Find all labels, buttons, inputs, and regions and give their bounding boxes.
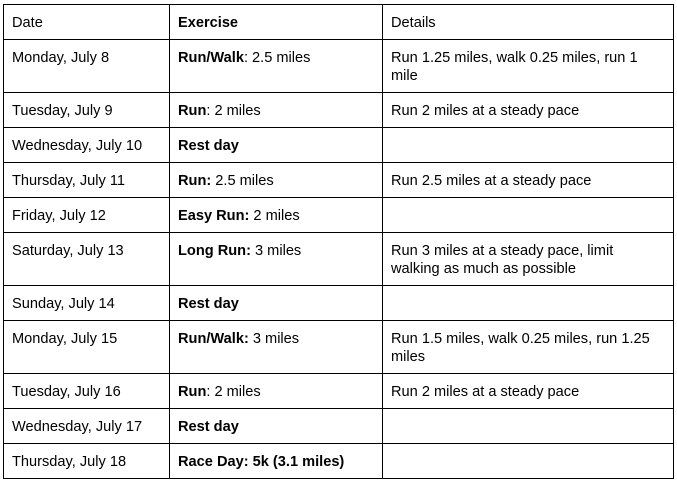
details-cell: Run 3 miles at a steady pace, limit walking as much as possible	[383, 233, 674, 286]
exercise-type: Run	[178, 103, 207, 119]
exercise-cell	[170, 198, 383, 233]
date-cell: Wednesday, July 10	[4, 128, 170, 163]
table-row	[4, 163, 674, 198]
exercise-distance: 3 miles	[250, 243, 302, 259]
header-details: Details	[383, 5, 674, 40]
exercise-cell	[170, 40, 383, 93]
training-schedule-table	[3, 4, 674, 479]
exercise-type: Run/Walk	[178, 50, 244, 66]
exercise-cell	[170, 163, 383, 198]
exercise-cell	[170, 374, 383, 409]
table-row	[4, 286, 674, 321]
details-cell	[383, 198, 674, 233]
header-exercise: Exercise	[170, 5, 383, 40]
details-cell: Run 2.5 miles at a steady pace	[383, 163, 674, 198]
exercise-distance: 3 miles	[248, 331, 300, 347]
exercise-type: Run	[178, 384, 207, 400]
date-cell: Tuesday, July 16	[4, 374, 170, 409]
exercise-type: Race Day: 5k (3.1 miles)	[178, 454, 345, 470]
exercise-type: Rest day	[178, 419, 239, 435]
details-cell: Run 2 miles at a steady pace	[383, 93, 674, 128]
table-row	[4, 321, 674, 374]
exercise-type: Rest day	[178, 138, 239, 154]
table-row	[4, 374, 674, 409]
date-cell: Friday, July 12	[4, 198, 170, 233]
exercise-distance: : 2.5 miles	[243, 50, 311, 66]
date-cell: Wednesday, July 17	[4, 409, 170, 444]
details-cell	[383, 286, 674, 321]
date-cell: Monday, July 8	[4, 40, 170, 93]
details-cell: Run 2 miles at a steady pace	[383, 374, 674, 409]
date-cell: Monday, July 15	[4, 321, 170, 374]
exercise-distance: 2.5 miles	[211, 173, 274, 189]
exercise-cell	[170, 128, 383, 163]
exercise-cell	[170, 286, 383, 321]
date-cell: Thursday, July 11	[4, 163, 170, 198]
date-cell: Tuesday, July 9	[4, 93, 170, 128]
exercise-type: Run/Walk:	[178, 331, 249, 347]
details-cell: Run 1.25 miles, walk 0.25 miles, run 1 mile	[383, 40, 674, 93]
exercise-cell	[170, 409, 383, 444]
header-date: Date	[4, 5, 170, 40]
exercise-distance: : 2 miles	[206, 384, 261, 400]
table-row	[4, 444, 674, 479]
table-row	[4, 128, 674, 163]
table-row	[4, 198, 674, 233]
date-cell: Saturday, July 13	[4, 233, 170, 286]
exercise-cell	[170, 321, 383, 374]
exercise-type: Easy Run:	[178, 208, 250, 224]
exercise-type: Run:	[178, 173, 212, 189]
exercise-cell	[170, 233, 383, 286]
details-cell	[383, 444, 674, 479]
details-cell: Run 1.5 miles, walk 0.25 miles, run 1.25 miles	[383, 321, 674, 374]
exercise-cell	[170, 93, 383, 128]
table-row	[4, 233, 674, 286]
date-cell: Sunday, July 14	[4, 286, 170, 321]
date-cell: Thursday, July 18	[4, 444, 170, 479]
exercise-cell	[170, 444, 383, 479]
header-row	[4, 5, 674, 40]
exercise-type: Long Run:	[178, 243, 251, 259]
exercise-type: Rest day	[178, 296, 239, 312]
exercise-distance: 2 miles	[249, 208, 300, 224]
table-row	[4, 40, 674, 93]
details-cell	[383, 128, 674, 163]
table-row	[4, 93, 674, 128]
details-cell	[383, 409, 674, 444]
table-row	[4, 409, 674, 444]
exercise-distance: : 2 miles	[206, 103, 261, 119]
